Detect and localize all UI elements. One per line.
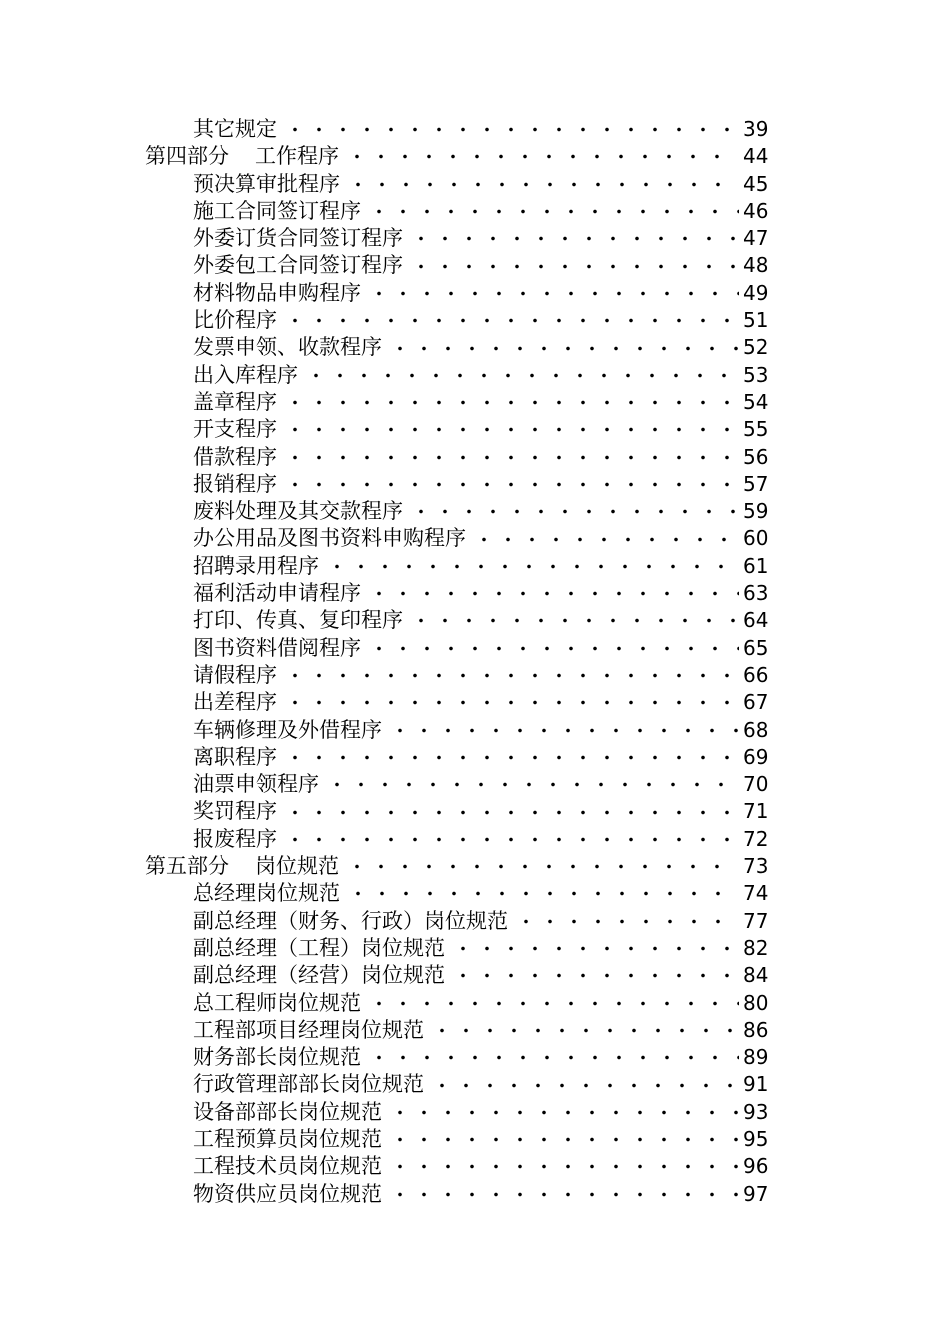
toc-leader-dots: [345, 853, 739, 880]
toc-entry-title: 开支程序: [193, 417, 277, 442]
toc-entry[interactable]: [0, 798, 950, 825]
toc-entry[interactable]: [0, 416, 950, 443]
toc-leader-dots: [409, 253, 739, 280]
toc-entry-title: 报销程序: [193, 471, 277, 496]
toc-entry-title: 工程技术员岗位规范: [193, 1154, 382, 1179]
toc-leader-dots: [325, 553, 739, 580]
toc-part-label: 第四部分: [145, 144, 229, 169]
toc-entry-page-number: 93: [743, 1099, 769, 1124]
toc-entry-title: 设备部部长岗位规范: [193, 1099, 382, 1124]
toc-entry-page-number: 54: [743, 389, 769, 414]
toc-entry-page-number: 91: [743, 1072, 769, 1097]
toc-entry-title: 施工合同签订程序: [193, 198, 361, 223]
toc-leader-dots: [388, 1099, 739, 1126]
toc-entry-page-number: 51: [743, 308, 769, 333]
toc-entry-title: 福利活动申请程序: [193, 581, 361, 606]
toc-entry-title: 车辆修理及外借程序: [193, 717, 382, 742]
toc-leader-dots: [283, 662, 739, 689]
toc-entry-page-number: 66: [743, 662, 769, 687]
toc-entry[interactable]: [0, 689, 950, 716]
toc-entry-page-number: 74: [743, 881, 769, 906]
toc-entry-page-number: 45: [743, 171, 769, 196]
toc-entry-page-number: 53: [743, 362, 769, 387]
toc-entry-title: 油票申领程序: [193, 772, 319, 797]
toc-entry-title: 奖罚程序: [193, 799, 277, 824]
toc-entry-title: 比价程序: [193, 308, 277, 333]
toc-leader-dots: [451, 962, 739, 989]
toc-entry[interactable]: [0, 1017, 950, 1044]
toc-entry[interactable]: [0, 853, 950, 880]
toc-entry[interactable]: [0, 662, 950, 689]
toc-leader-dots: [325, 771, 739, 798]
toc-leader-dots: [388, 1126, 739, 1153]
toc-entry-page-number: 39: [743, 117, 769, 141]
toc-entry-title: 出差程序: [193, 690, 277, 715]
toc-leader-dots: [367, 635, 739, 662]
toc-entry-page-number: 60: [743, 526, 769, 551]
toc-leader-dots: [367, 990, 739, 1017]
toc-entry-page-number: 52: [743, 335, 769, 360]
toc-leader-dots: [283, 416, 739, 443]
toc-entry[interactable]: [0, 744, 950, 771]
toc-entry-page-number: 73: [743, 854, 769, 879]
toc-entry-title: 办公用品及图书资料申购程序: [193, 526, 466, 551]
toc-entry[interactable]: [0, 389, 950, 416]
toc-leader-dots: [346, 171, 739, 198]
toc-entry[interactable]: [0, 990, 950, 1017]
toc-entry[interactable]: [0, 198, 950, 225]
toc-leader-dots: [367, 580, 739, 607]
toc-entry[interactable]: [0, 280, 950, 307]
toc-entry[interactable]: [0, 362, 950, 389]
toc-entry[interactable]: [0, 935, 950, 962]
toc-entry-page-number: 59: [743, 499, 769, 524]
toc-leader-dots: [388, 717, 739, 744]
toc-entry-title: 工程部项目经理岗位规范: [193, 1017, 424, 1042]
toc-entry[interactable]: [0, 471, 950, 498]
toc-entry-title: 报废程序: [193, 826, 277, 851]
toc-leader-dots: [283, 826, 739, 853]
toc-entry-page-number: 72: [743, 826, 769, 851]
toc-entry[interactable]: [0, 307, 950, 334]
toc-leader-dots: [367, 280, 739, 307]
toc-part-label: 第五部分: [145, 854, 229, 879]
toc-entry-title: 物资供应员岗位规范: [193, 1181, 382, 1206]
toc-entry-page-number: 86: [743, 1017, 769, 1042]
toc-entry[interactable]: [0, 444, 950, 471]
toc-entry-title: 副总经理（财务、行政）岗位规范: [193, 908, 508, 933]
toc-leader-dots: [388, 335, 739, 362]
toc-entry-title: [145, 853, 339, 880]
toc-entry[interactable]: [0, 826, 950, 853]
toc-entry-page-number: 49: [743, 280, 769, 305]
toc-entry-title: 废料处理及其交款程序: [193, 499, 403, 524]
toc-leader-dots: [283, 744, 739, 771]
toc-leader-dots: [367, 198, 739, 225]
toc-leader-dots: [283, 116, 739, 143]
toc-entry-title: 其它规定: [193, 117, 277, 141]
toc-leader-dots: [283, 471, 739, 498]
toc-entry-title: 总经理岗位规范: [193, 881, 340, 906]
toc-entry-title: 离职程序: [193, 744, 277, 769]
toc-leader-dots: [388, 1181, 739, 1208]
toc-entry[interactable]: [0, 553, 950, 580]
toc-leader-dots: [409, 498, 739, 525]
toc-entry-title: 出入库程序: [193, 362, 298, 387]
toc-leader-dots: [304, 362, 739, 389]
toc-entry-title: 外委订货合同签订程序: [193, 226, 403, 251]
toc-entry[interactable]: [0, 580, 950, 607]
toc-entry[interactable]: [0, 334, 950, 361]
toc-leader-dots: [346, 880, 739, 907]
toc-entry-page-number: 65: [743, 635, 769, 660]
toc-entry[interactable]: [0, 171, 950, 198]
toc-entry[interactable]: [0, 1044, 950, 1071]
toc-entry[interactable]: [0, 635, 950, 662]
toc-entry-page-number: 47: [743, 226, 769, 251]
toc-entry[interactable]: [0, 1071, 950, 1098]
toc-leader-dots: [283, 444, 739, 471]
toc-entry[interactable]: [0, 1181, 950, 1208]
toc-entry[interactable]: [0, 1126, 950, 1153]
toc-leader-dots: [451, 935, 739, 962]
toc-entry-page-number: 48: [743, 253, 769, 278]
toc-entry[interactable]: [0, 498, 950, 525]
toc-entry-title: 发票申领、收款程序: [193, 335, 382, 360]
toc-entry-title: 借款程序: [193, 444, 277, 469]
toc-entry-title: 材料物品申购程序: [193, 280, 361, 305]
toc-entry[interactable]: [0, 1153, 950, 1180]
toc-entry[interactable]: [0, 143, 950, 170]
toc-leader-dots: [283, 689, 739, 716]
toc-leader-dots: [283, 307, 739, 334]
toc-entry-title: 财务部长岗位规范: [193, 1045, 361, 1070]
toc-entry-page-number: 44: [743, 144, 769, 169]
toc-entry[interactable]: [0, 908, 950, 935]
toc-entry-page-number: 84: [743, 963, 769, 988]
toc-entry-page-number: 64: [743, 608, 769, 633]
toc-entry-page-number: 61: [743, 553, 769, 578]
toc-entry-page-number: 97: [743, 1181, 769, 1206]
toc-entry-page-number: 55: [743, 417, 769, 442]
toc-leader-dots: [430, 1072, 739, 1099]
toc-entry-page-number: 63: [743, 581, 769, 606]
toc-leader-dots: [409, 225, 739, 252]
toc-entry[interactable]: [0, 525, 950, 552]
toc-entry-page-number: 70: [743, 772, 769, 797]
toc-entry-page-number: 96: [743, 1154, 769, 1179]
toc-entry-page-number: 56: [743, 444, 769, 469]
toc-entry-title: 总工程师岗位规范: [193, 990, 361, 1015]
toc-entry-title: 打印、传真、复印程序: [193, 608, 403, 633]
toc-entry-page-number: 67: [743, 690, 769, 715]
toc-entry[interactable]: [0, 771, 950, 798]
toc-entry[interactable]: [0, 1099, 950, 1126]
toc-entry[interactable]: [0, 962, 950, 989]
toc-entry-page-number: 46: [743, 198, 769, 223]
toc-entry-page-number: 89: [743, 1045, 769, 1070]
toc-entry-title: 预决算审批程序: [193, 171, 340, 196]
toc-part-title: 岗位规范: [255, 854, 339, 879]
toc-leader-dots: [472, 526, 739, 553]
toc-entry-title: 副总经理（工程）岗位规范: [193, 935, 445, 960]
toc-entry[interactable]: [0, 607, 950, 634]
toc-leader-dots: [430, 1017, 739, 1044]
toc-leader-dots: [367, 1044, 739, 1071]
toc-entry-page-number: 80: [743, 990, 769, 1015]
toc-entry[interactable]: [0, 717, 950, 744]
toc-entry-title: 图书资料借阅程序: [193, 635, 361, 660]
toc-leader-dots: [514, 908, 739, 935]
toc-entry-title: 行政管理部部长岗位规范: [193, 1072, 424, 1097]
table-of-contents: [0, 116, 950, 1208]
toc-entry-page-number: 69: [743, 744, 769, 769]
toc-entry-title: 招聘录用程序: [193, 553, 319, 578]
toc-entry-page-number: 57: [743, 471, 769, 496]
toc-part-title: 工作程序: [255, 144, 339, 169]
toc-leader-dots: [283, 799, 739, 826]
toc-leader-dots: [388, 1153, 739, 1180]
toc-entry-page-number: 82: [743, 935, 769, 960]
toc-entry-title: 盖章程序: [193, 389, 277, 414]
toc-entry-page-number: 68: [743, 717, 769, 742]
toc-entry-page-number: 95: [743, 1126, 769, 1151]
toc-entry-title: 外委包工合同签订程序: [193, 253, 403, 278]
toc-leader-dots: [345, 143, 739, 170]
toc-entry[interactable]: [0, 252, 950, 279]
toc-entry[interactable]: [0, 225, 950, 252]
toc-leader-dots: [283, 389, 739, 416]
toc-entry-title: 工程预算员岗位规范: [193, 1126, 382, 1151]
toc-entry[interactable]: [0, 880, 950, 907]
toc-entry-title: [145, 143, 339, 170]
toc-entry-page-number: 77: [743, 908, 769, 933]
toc-entry-page-number: 71: [743, 799, 769, 824]
toc-leader-dots: [409, 607, 739, 634]
toc-entry-title: 副总经理（经营）岗位规范: [193, 963, 445, 988]
toc-entry[interactable]: [0, 116, 950, 143]
toc-entry-title: 请假程序: [193, 662, 277, 687]
